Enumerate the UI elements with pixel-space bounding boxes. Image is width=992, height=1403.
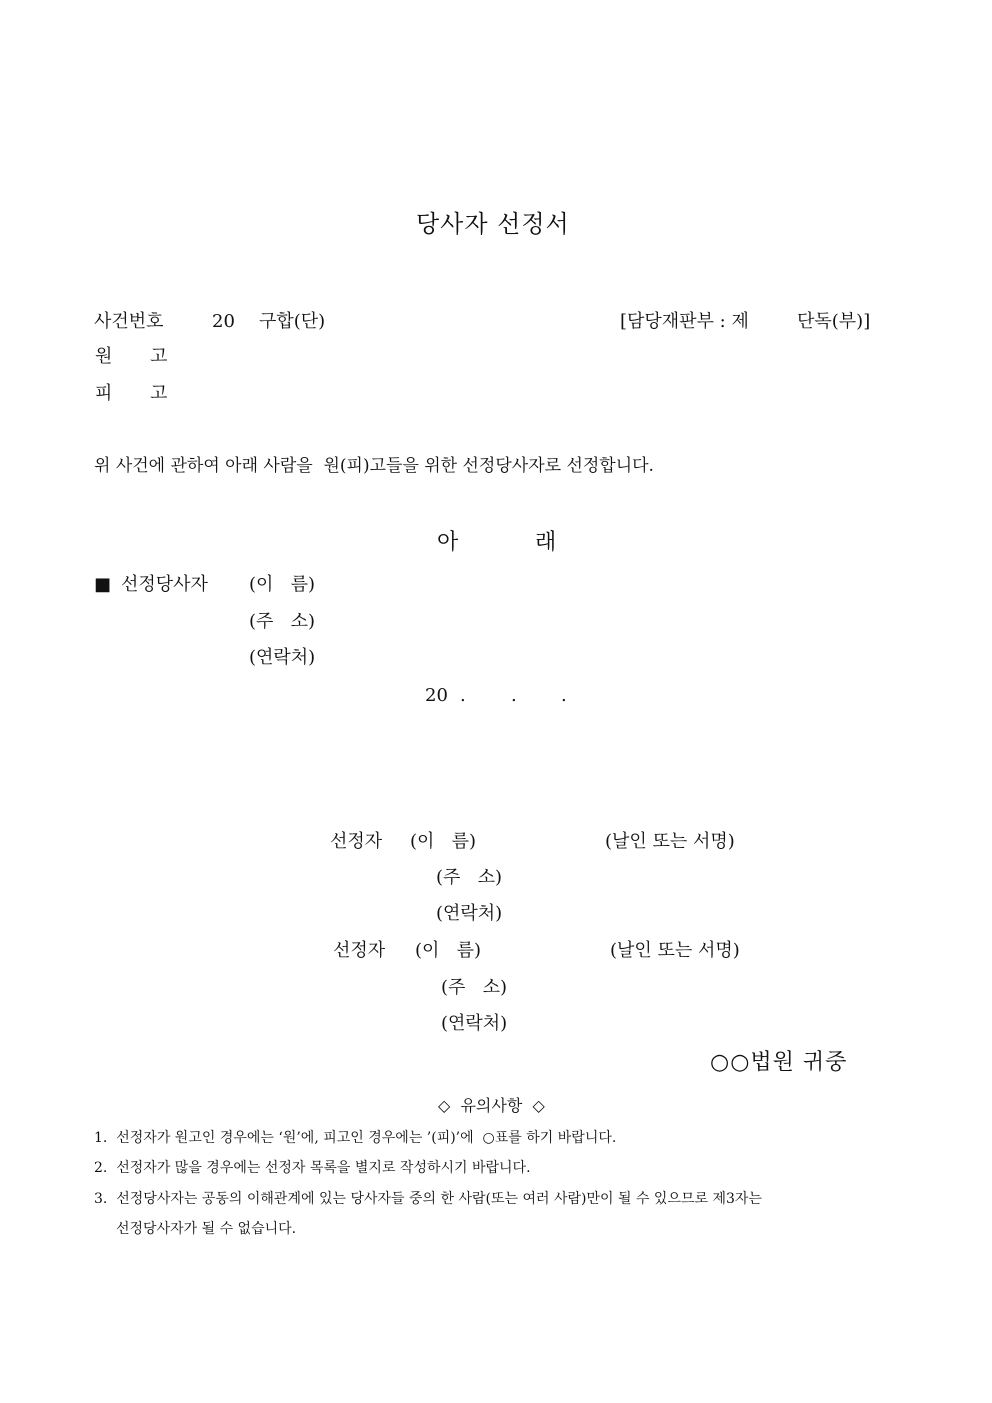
defendant-label-2: 고 <box>150 383 168 404</box>
square-marker: ■ <box>94 574 112 595</box>
selector-2-name: (이 름) <box>415 940 481 961</box>
selector-2-seal: (날인 또는 서명) <box>610 940 740 961</box>
note-item-1: 1. 선정자가 원고인 경우에는 ‘원’에, 피고인 경우에는 ’(피)’에 ○표를 하기 바랍니다. <box>94 1130 617 1146</box>
date-year: 20 <box>425 685 448 706</box>
selector-2-address: (주 소) <box>441 977 507 998</box>
note-item-3-continuation: 선정당사자가 될 수 없습니다. <box>116 1221 297 1237</box>
defendant-label-1: 피 <box>95 383 113 404</box>
selector-1-label: 선정자 <box>330 831 383 852</box>
selector-1-name: (이 름) <box>410 831 476 852</box>
case-type: 구합(단) <box>259 311 326 332</box>
selector-2-label: 선정자 <box>333 940 386 961</box>
date-dot-2: . <box>511 685 517 706</box>
note-item-3: 3. 선정당사자는 공동의 이해관계에 있는 당사자들 중의 한 사람(또는 여러 사람)만이 될 수 있으므로 제3자는 <box>94 1191 762 1207</box>
date-dot-1: . <box>460 685 466 706</box>
plaintiff-label-2: 고 <box>150 346 168 367</box>
plaintiff-label-1: 원 <box>95 346 113 367</box>
document-title: 당사자 선정서 <box>416 210 570 238</box>
selected-party-address: (주 소) <box>249 611 315 632</box>
selected-party-contact: (연락처) <box>249 647 316 668</box>
notes-heading: ◇ 유의사항 ◇ <box>438 1096 545 1115</box>
below-heading-2: 래 <box>535 530 557 555</box>
selector-2-contact: (연락처) <box>441 1013 508 1034</box>
case-number-label: 사건번호 <box>94 311 164 332</box>
selector-1-address: (주 소) <box>436 867 502 888</box>
selected-party-label: 선정당사자 <box>121 574 208 595</box>
selected-party-name: (이 름) <box>249 574 315 595</box>
case-year-prefix: 20 <box>212 311 235 332</box>
selector-1-seal: (날인 또는 서명) <box>605 831 735 852</box>
date-dot-3: . <box>561 685 567 706</box>
court-division-suffix: 단독(부)] <box>797 311 871 332</box>
court-division-label: [담당재판부 : 제 <box>620 311 749 332</box>
statement-text: 위 사건에 관하여 아래 사람을 원(피)고들을 위한 선정당사자로 선정합니다. <box>94 456 654 476</box>
selector-1-contact: (연락처) <box>436 903 503 924</box>
court-addressee: ○○법원 귀중 <box>710 1050 848 1075</box>
note-item-2: 2. 선정자가 많을 경우에는 선정자 목록을 별지로 작성하시기 바랍니다. <box>94 1160 531 1176</box>
below-heading-1: 아 <box>437 530 459 555</box>
